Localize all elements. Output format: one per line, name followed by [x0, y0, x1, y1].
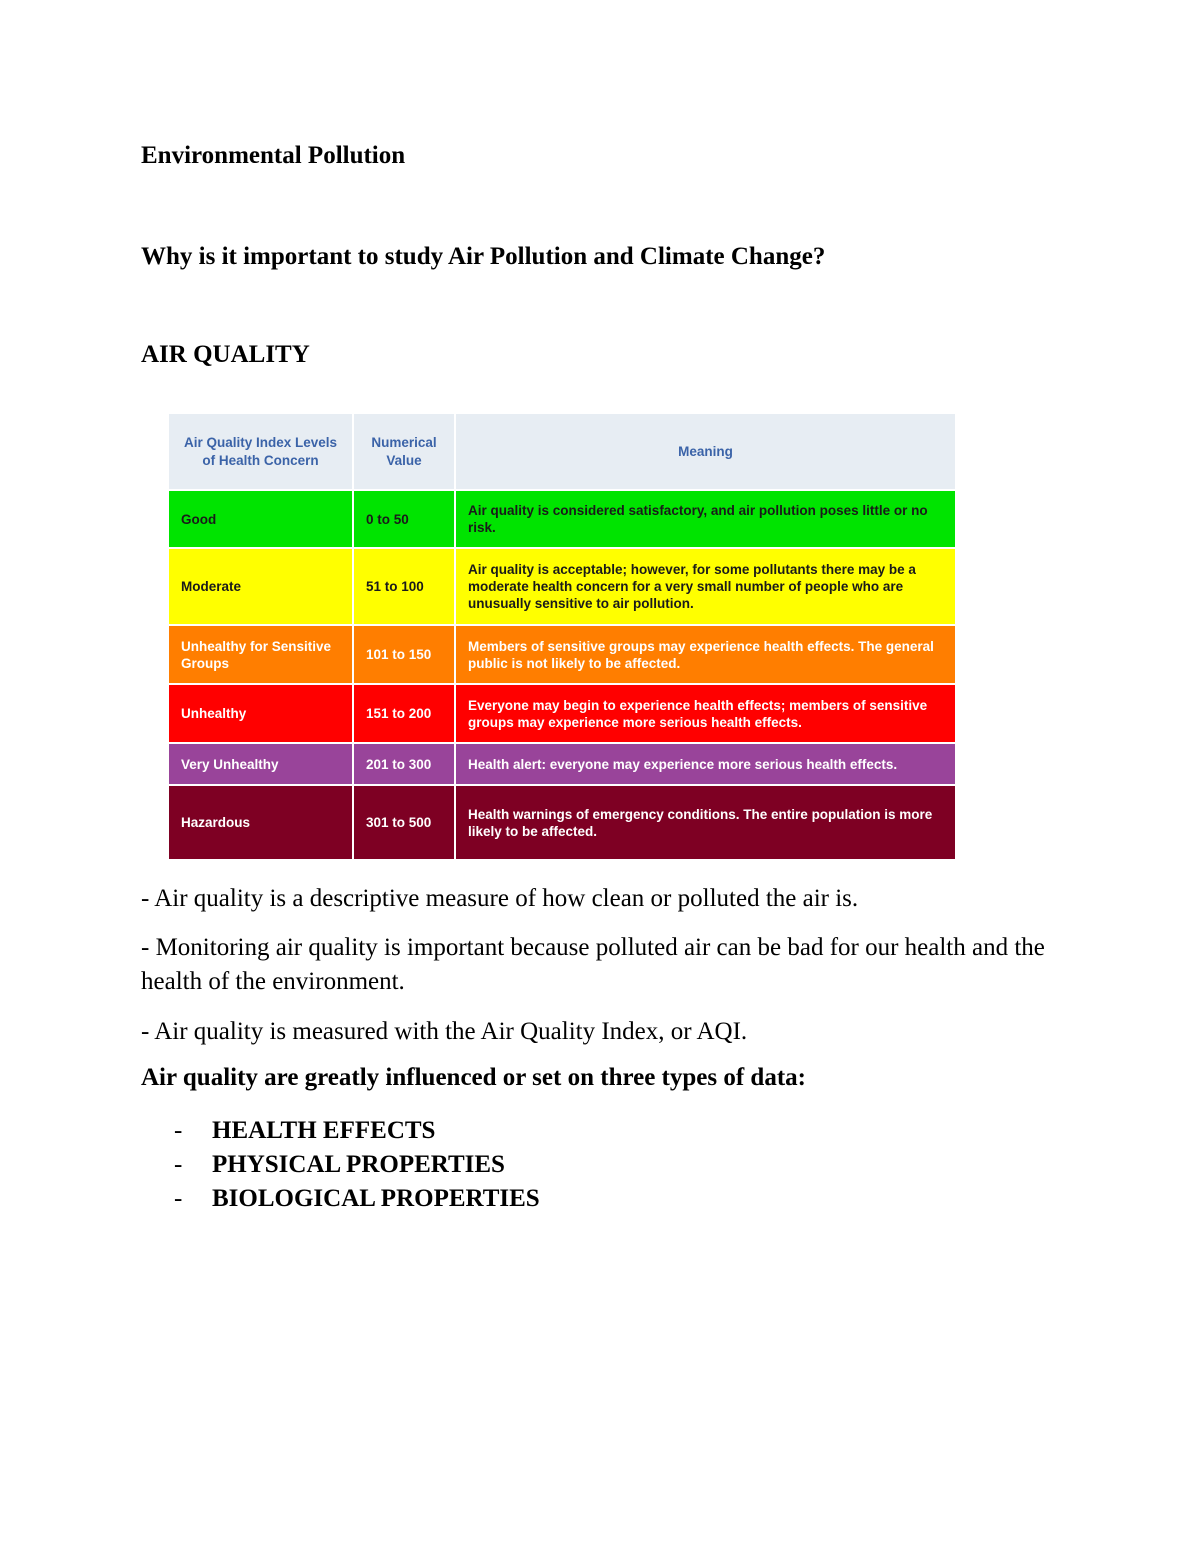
aqi-row-moderate	[169, 548, 955, 625]
aqi-table-body	[169, 490, 955, 859]
paragraph-aqi: - Air quality is measured with the Air Quality Index, or AQI.	[141, 1018, 748, 1045]
aqi-row-very-unhealthy	[169, 743, 955, 785]
header-value: Numerical Value	[353, 414, 455, 490]
data-types-list	[174, 1114, 540, 1216]
aqi-level-cell: Good	[169, 490, 353, 548]
aqi-row-unhealthy	[169, 684, 955, 743]
aqi-meaning-cell: Air quality is considered satisfactory, and air pollution poses little or no risk.	[455, 490, 955, 548]
list-item-label: PHYSICAL PROPERTIES	[212, 1151, 505, 1178]
aqi-meaning-cell: Everyone may begin to experience health effects; members of sensitive groups may experience more serious health effects.	[455, 684, 955, 743]
list-item-label: HEALTH EFFECTS	[212, 1117, 436, 1144]
list-item	[174, 1182, 540, 1216]
aqi-meaning-cell: Health warnings of emergency conditions. The entire population is more likely to be affected.	[455, 785, 955, 859]
aqi-level-cell: Hazardous	[169, 785, 353, 859]
aqi-value-cell: 51 to 100	[353, 548, 455, 625]
aqi-level-cell: Moderate	[169, 548, 353, 625]
aqi-level-cell: Unhealthy	[169, 684, 353, 743]
aqi-row-good	[169, 490, 955, 548]
aqi-meaning-cell: Air quality is acceptable; however, for some pollutants there may be a moderate health concern for a very small number of people who are unusually sensitive to air pollution.	[455, 548, 955, 625]
aqi-value-cell: 101 to 150	[353, 625, 455, 684]
aqi-value-cell: 151 to 200	[353, 684, 455, 743]
header-meaning: Meaning	[455, 414, 955, 490]
section-heading-air-quality: AIR QUALITY	[141, 341, 310, 368]
data-types-heading: Air quality are greatly influenced or set on three types of data:	[141, 1064, 806, 1091]
bullet-dash: -	[174, 1117, 183, 1144]
aqi-meaning-cell: Members of sensitive groups may experience health effects. The general public is not likely to be affected.	[455, 625, 955, 684]
aqi-value-cell: 201 to 300	[353, 743, 455, 785]
aqi-row-hazardous	[169, 785, 955, 859]
bullet-dash: -	[174, 1185, 183, 1212]
aqi-table-header-row	[169, 414, 955, 490]
paragraph-monitoring: - Monitoring air quality is important because polluted air can be bad for our health and the health of the environment.	[141, 934, 1045, 995]
aqi-meaning-cell: Health alert: everyone may experience more serious health effects.	[455, 743, 955, 785]
question-heading: Why is it important to study Air Pollution and Climate Change?	[141, 243, 826, 270]
list-item-label: BIOLOGICAL PROPERTIES	[212, 1185, 540, 1212]
aqi-value-cell: 301 to 500	[353, 785, 455, 859]
aqi-row-unhealthy-sensitive	[169, 625, 955, 684]
aqi-value-cell: 0 to 50	[353, 490, 455, 548]
aqi-level-cell: Unhealthy for Sensitive Groups	[169, 625, 353, 684]
page-title: Environmental Pollution	[141, 142, 406, 169]
header-level: Air Quality Index Levels of Health Concern	[169, 414, 353, 490]
aqi-level-cell: Very Unhealthy	[169, 743, 353, 785]
paragraph-air-quality-definition: - Air quality is a descriptive measure of how clean or polluted the air is.	[141, 885, 859, 912]
aqi-table	[169, 414, 955, 859]
list-item	[174, 1148, 540, 1182]
bullet-dash: -	[174, 1151, 183, 1178]
list-item	[174, 1114, 540, 1148]
